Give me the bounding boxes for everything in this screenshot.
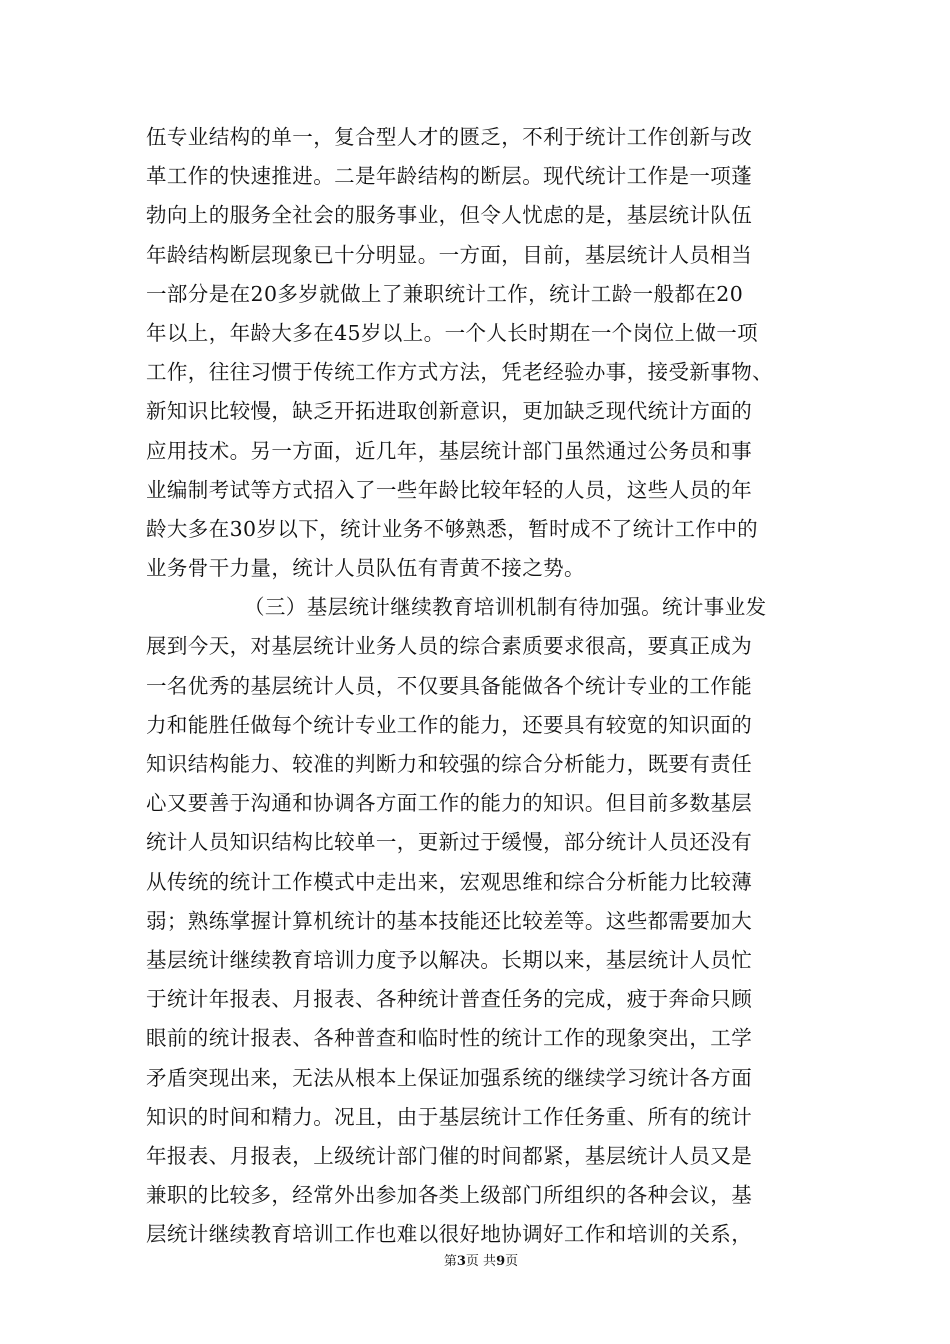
- text-line: 心又要善于沟通和协调各方面工作的能力的知识。但目前多数基层: [146, 791, 753, 816]
- text-line: 层统计继续教育培训工作也难以很好地协调好工作和培训的关系，: [146, 1222, 753, 1247]
- text-line: 从传统的统计工作模式中走出来，宏观思维和综合分析能力比较薄: [146, 869, 753, 894]
- text-line: 知识结构能力、较准的判断力和较强的综合分析能力，既要有责任: [146, 752, 753, 776]
- text-line: 弱；熟练掌握计算机统计的基本技能还比较差等。这些都需要加大: [146, 908, 753, 933]
- text-line: 兼职的比较多，经常外出参加各类上级部门所组织的各种会议，基: [146, 1183, 753, 1208]
- page-footer: [0, 1253, 950, 1271]
- text-line: 工作，往往习惯于传统工作方式方法，凭老经验办事，接受新事物、: [146, 360, 773, 385]
- text-line: 统计人员知识结构比较单一，更新过于缓慢，部分统计人员还没有: [146, 830, 753, 855]
- text-line: 伍专业结构的单一，复合型人才的匮乏，不利于统计工作创新与改: [146, 125, 753, 149]
- text-line: 知识的时间和精力。况且，由于基层统计工作任务重、所有的统计: [146, 1104, 753, 1129]
- footer-prefix: 第: [443, 1254, 457, 1269]
- footer-suffix: 页: [505, 1254, 519, 1269]
- text-line: 一部分是在20多岁就做上了兼职统计工作，统计工龄一般都在20: [146, 281, 744, 306]
- text-line: 眼前的统计报表、各种普查和临时性的统计工作的现象突出，工学: [146, 1026, 753, 1051]
- text-line: 力和能胜任做每个统计专业工作的能力，还要具有较宽的知识面的: [146, 712, 753, 737]
- text-line: 矛盾突现出来，无法从根本上保证加强系统的继续学习统计各方面: [146, 1065, 753, 1090]
- text-line: 年报表、月报表，上级统计部门催的时间都紧，基层统计人员又是: [146, 1143, 753, 1168]
- body-text: [146, 118, 826, 1254]
- text-line: 业务骨干力量，统计人员队伍有青黄不接之势。: [146, 556, 585, 581]
- section-heading-line: （三）基层统计继续教育培训机制有待加强。统计事业发: [244, 595, 767, 620]
- text-line: 年龄结构断层现象已十分明显。一方面，目前，基层统计人员相当: [146, 242, 753, 267]
- total-pages-number: 9: [496, 1254, 506, 1269]
- text-line: 应用技术。另一方面，近几年，基层统计部门虽然通过公务员和事: [146, 438, 753, 463]
- text-line: 年以上，年龄大多在45岁以上。一个人长时期在一个岗位上做一项: [146, 320, 759, 345]
- text-line: 一名优秀的基层统计人员，不仅要具备能做各个统计专业的工作能: [146, 673, 753, 698]
- text-line: 于统计年报表、月报表、各种统计普查任务的完成，疲于奔命只顾: [146, 987, 753, 1012]
- text-line: 基层统计继续教育培训力度予以解决。长期以来，基层统计人员忙: [146, 947, 753, 972]
- text-line: 新知识比较慢，缺乏开拓进取创新意识，更加缺乏现代统计方面的: [146, 399, 753, 424]
- text-line: 勃向上的服务全社会的服务事业，但令人忧虑的是，基层统计队伍: [146, 203, 753, 228]
- current-page-number: 3: [456, 1254, 466, 1269]
- text-line: 展到今天，对基层统计业务人员的综合素质要求很高，要真正成为: [146, 634, 753, 659]
- footer-middle: 页 共: [465, 1254, 497, 1269]
- text-line: 革工作的快速推进。二是年龄结构的断层。现代统计工作是一项蓬: [146, 164, 753, 189]
- text-line: 龄大多在30岁以下，统计业务不够熟悉，暂时成不了统计工作中的: [146, 516, 759, 541]
- text-line: 业编制考试等方式招入了一些年龄比较年轻的人员，这些人员的年: [146, 477, 753, 502]
